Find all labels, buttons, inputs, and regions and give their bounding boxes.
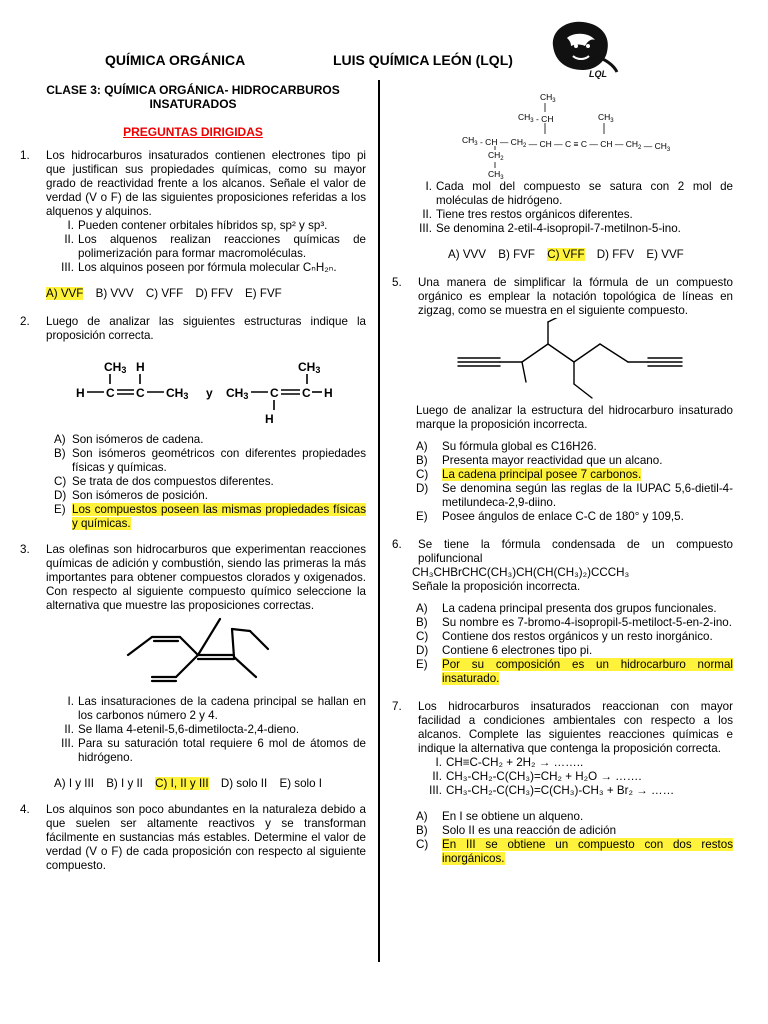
- logo-text: LQL: [589, 69, 607, 79]
- reaction: I. CH≡C-CH₂ + 2H₂ → ……..: [435, 756, 584, 769]
- answer-b: B) I y II: [106, 777, 143, 790]
- svg-text:y: y: [206, 386, 213, 400]
- svg-text:C: C: [302, 386, 311, 400]
- header-left-title: QUÍMICA ORGÁNICA: [105, 52, 246, 68]
- question-text: Las olefinas son hidrocarburos que experimentan reacciones químicas de adición y combustión, siendo las primeras la más importantes para obtener compuestos clorados y oxigenados. Con respecto al siguiente compuesto químico seleccione la alternativa que muestre las proposiciones correctas.: [46, 543, 366, 612]
- structure-diagram-q3: [20, 613, 366, 695]
- svg-text:CH3: $CH_3$: [598, 112, 614, 124]
- question-text-2: Señale la proposición incorrecta.: [412, 580, 581, 593]
- answer-a: A) VVV: [448, 248, 487, 261]
- question-6: [392, 538, 733, 566]
- svg-text:C: C: [106, 386, 115, 400]
- lion-logo: [543, 16, 619, 80]
- svg-text:CH3 - CH: $CH_3$ - CH: [518, 112, 554, 124]
- proposition: III. Se denomina 2-etil-4-isopropil-7-metilnon-5-ino.: [419, 222, 681, 235]
- condensed-formula: CH₃CHBrCHC(CH₃)CH(CH(CH₃)₂)CCCH₃: [412, 566, 630, 579]
- svg-text:H: H: [76, 386, 85, 400]
- question-2: [20, 315, 366, 343]
- answer-a: A) VVF: [46, 287, 84, 300]
- option-b: B) Son isómeros geométricos con diferentes propiedades físicas y químicas.: [54, 447, 366, 474]
- svg-text:CH3: $CH_3$: [540, 92, 556, 104]
- answer-row: [46, 287, 366, 301]
- question-number: 3.: [20, 543, 30, 556]
- question-number: 2.: [20, 315, 30, 328]
- structure-diagram-q4: [392, 86, 733, 180]
- reaction: III. CH₃-CH₂-C(CH₃)=C(CH₃)-CH₃ + Br₂ → ……: [429, 784, 675, 797]
- answer-b: B) FVF: [498, 248, 535, 261]
- svg-text:CH3: CH3: [298, 360, 321, 375]
- structure-diagram-q5: [392, 318, 733, 404]
- question-1: [20, 149, 366, 219]
- option-b: B) Presenta mayor reactividad que un alcano.: [416, 454, 663, 467]
- answer-row: [448, 248, 733, 262]
- option-d: D) Contiene 6 electrones tipo pi.: [416, 644, 593, 657]
- answer-b: B) VVV: [95, 287, 134, 300]
- option-a: A) Su fórmula global es C16H26.: [416, 440, 597, 453]
- proposition: I. Cada mol del compuesto se satura con 2 mol de moléculas de hidrógeno.: [425, 180, 733, 207]
- left-column: [20, 83, 366, 873]
- question-text: Los hidrocarburos insaturados contienen electrones tipo pi que justifican sus propiedades químicas, como su mayor grado de reactividad frente a los alcanos. Señale el valor de verdad (V o F) de las siguientes proposiciones referidas a los alquenos y alquinos.: [46, 149, 366, 218]
- option-e: E) Los compuestos poseen las mismas propiedades físicas y químicas.: [54, 503, 366, 530]
- proposition: II. Se llama 4-etenil-5,6-dimetilocta-2,4-dieno.: [64, 723, 300, 736]
- option-e: E) Posee ángulos de enlace C-C de 180° y 109,5.: [416, 510, 684, 523]
- option-b: B) Su nombre es 7-bromo-4-isopropil-5-metiloct-5-en-2-ino.: [416, 616, 732, 629]
- answer-d: D) solo II: [220, 777, 268, 790]
- answer-e: E) FVF: [245, 287, 282, 300]
- option-a: A) Son isómeros de cadena.: [54, 433, 204, 446]
- svg-text:CH3 - CH — CH2 — CH — C ≡: $CH_3$ - CH — $CH_2$ — CH — C ≡ C — CH — $CH_2$ — $CH_3$: [462, 135, 671, 153]
- option-c: C) La cadena principal posee 7 carbonos.: [416, 468, 642, 481]
- option-d: D) Se denomina según las reglas de la IUPAC 5,6-dietil-4-metilundeca-2,9-diino.: [416, 482, 733, 509]
- question-text: Una manera de simplificar la fórmula de un compuesto orgánico es emplear la notación topológica de líneas en zigzag, como se muestra en el siguiente compuesto.: [418, 276, 733, 317]
- answer-e: E) VVF: [646, 248, 684, 261]
- option-a: A) La cadena principal presenta dos grupos funcionales.: [416, 602, 717, 615]
- structure-diagram-q2: [20, 343, 366, 433]
- option-c: C) Contiene dos restos orgánicos y un resto inorgánico.: [416, 630, 713, 643]
- question-text: Luego de analizar las siguientes estructuras indique la proposición correcta.: [46, 315, 366, 342]
- question-text: Los alquinos son poco abundantes en la naturaleza debido a que suelen ser altamente reactivos y se transforman fácilmente en sustancias más estables. Determine el valor de verdad (V o F) de cada proposición con respecto al siguiente compuesto.: [46, 803, 366, 872]
- question-number: 7.: [392, 700, 402, 713]
- answer-a: A) I y III: [54, 777, 94, 790]
- proposition: I. Las insaturaciones de la cadena principal se hallan en los carbonos número 2 y 4.: [67, 695, 366, 722]
- question-5: [392, 276, 733, 318]
- page-header: [0, 44, 768, 84]
- question-number: 5.: [392, 276, 402, 289]
- option-e: E) Por su composición es un hidrocarburo normal insaturado.: [416, 658, 733, 685]
- proposition: III. Los alquinos poseen por fórmula molecular CₙH₂ₙ.: [61, 261, 337, 274]
- answer-c: C) I, II y III: [155, 777, 209, 790]
- question-text-2: Luego de analizar la estructura del hidrocarburo insaturado marque la proposición incorrecta.: [416, 404, 733, 431]
- svg-text:C: C: [270, 386, 279, 400]
- svg-text:CH2: $CH_2$: [488, 150, 504, 162]
- question-4: [20, 803, 366, 873]
- header-right-title: LUIS QUÍMICA LEÓN (LQL): [333, 52, 513, 68]
- option-d: D) Son isómeros de posición.: [54, 489, 208, 502]
- reaction: II. CH₃-CH₂-C(CH₃)=CH₂ + H₂O → …….: [432, 770, 642, 783]
- question-number: 1.: [20, 149, 30, 162]
- proposition: I. Pueden contener orbitales híbridos sp, sp² y sp³.: [67, 219, 328, 232]
- svg-text:H: H: [265, 412, 274, 426]
- svg-text:H: H: [324, 386, 333, 400]
- proposition: II. Los alquenos realizan reacciones químicas de polimerización para formar macromoléculas.: [64, 233, 366, 260]
- option-a: A) En I se obtiene un alqueno.: [416, 810, 584, 823]
- option-c: C) Se trata de dos compuestos diferentes.: [54, 475, 274, 488]
- answer-c: C) VFF: [145, 287, 184, 300]
- answer-c: C) VFF: [547, 248, 585, 261]
- svg-text:CH3: $CH_3$: [488, 169, 504, 180]
- proposition: III. Para su saturación total requiere 6 mol de átomos de hidrógeno.: [61, 737, 366, 764]
- svg-text:CH3: CH3: [166, 386, 189, 401]
- question-7: [392, 700, 733, 756]
- option-c: C) En III se obtiene un compuesto con dos restos inorgánicos.: [416, 838, 733, 865]
- column-divider: [378, 80, 380, 962]
- answer-d: D) FFV: [596, 248, 635, 261]
- answer-row: [54, 777, 366, 791]
- question-3: [20, 543, 366, 613]
- svg-text:C: C: [136, 386, 145, 400]
- section-title: PREGUNTAS DIRIGIDAS: [123, 125, 263, 139]
- question-number: 6.: [392, 538, 402, 551]
- question-text: Se tiene la fórmula condensada de un compuesto polifuncional: [418, 538, 733, 565]
- right-column: [392, 86, 733, 866]
- answer-e: E) solo I: [279, 777, 322, 790]
- question-text: Los hidrocarburos insaturados reaccionan con mayor facilidad a condiciones ambientales con respecto a los alcanos. Complete las siguientes reacciones químicas e indique la alternativa que contenga la proposición correcta.: [418, 700, 733, 755]
- option-b: B) Solo II es una reacción de adición: [416, 824, 617, 837]
- answer-d: D) FFV: [195, 287, 233, 300]
- proposition: II. Tiene tres restos orgánicos diferentes.: [422, 208, 633, 221]
- class-title: CLASE 3: QUÍMICA ORGÁNICA- HIDROCARBUROS INSATURADOS: [46, 83, 340, 111]
- question-number: 4.: [20, 803, 30, 816]
- svg-text:CH3: CH3: [104, 360, 127, 375]
- svg-text:H: H: [136, 360, 145, 374]
- svg-text:CH3: CH3: [226, 386, 249, 401]
